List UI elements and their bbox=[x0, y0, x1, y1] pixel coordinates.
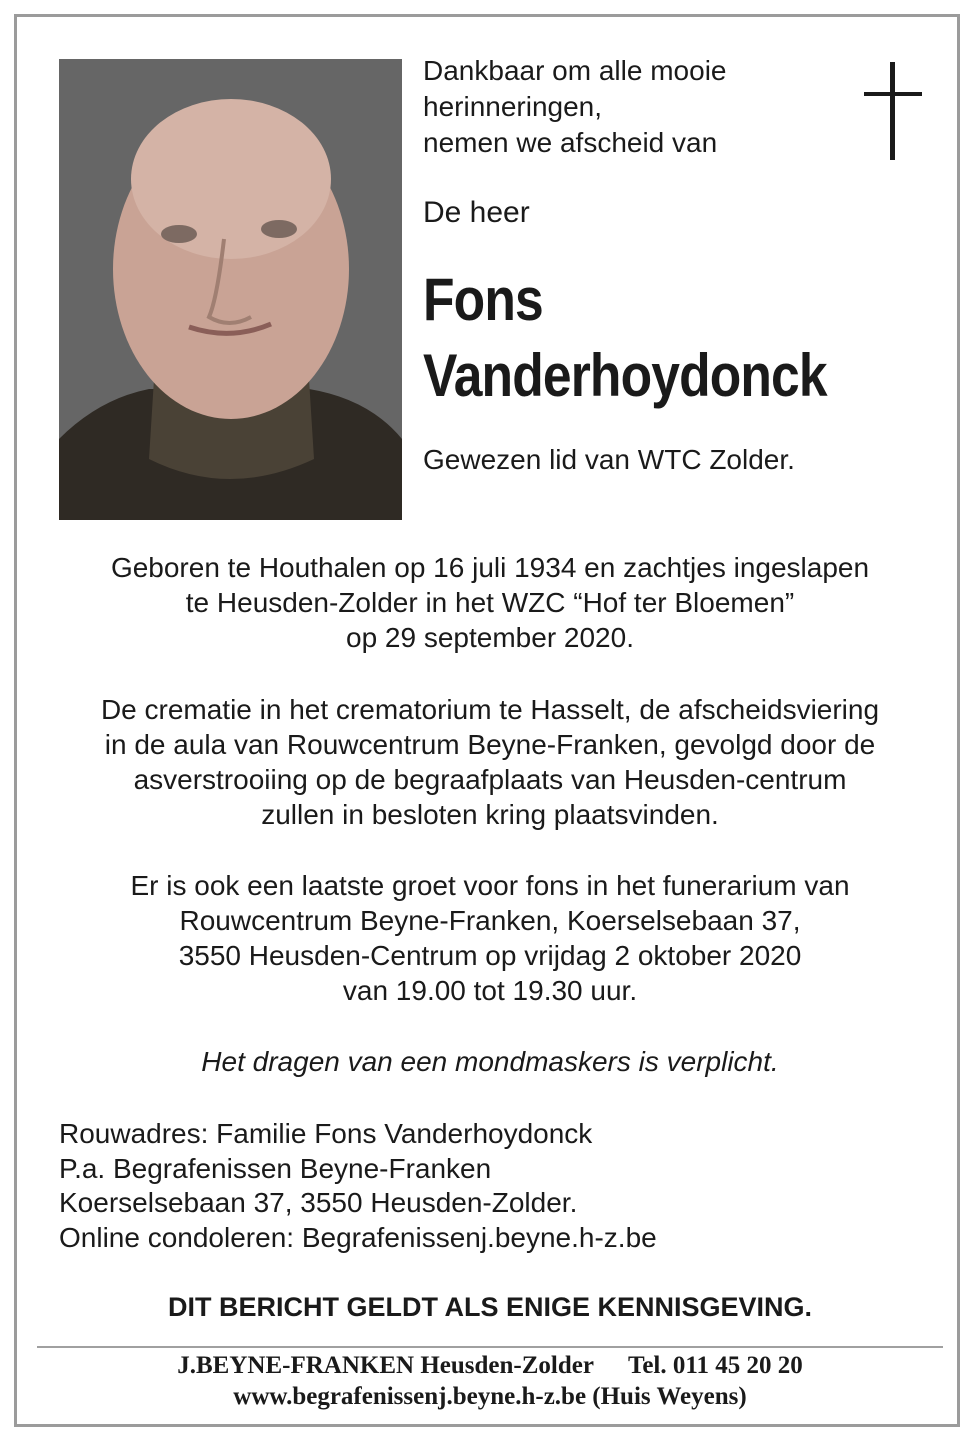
paragraph-line: De crematie in het crematorium te Hasselt, de afscheidsviering bbox=[100, 694, 880, 725]
mask-notice bbox=[40, 1044, 940, 1079]
mourning-address bbox=[59, 1117, 657, 1255]
portrait-illustration bbox=[59, 59, 402, 520]
intro-line: herinneringen, bbox=[423, 91, 603, 122]
portrait-photo bbox=[59, 59, 402, 520]
footer-phone: Tel. 011 45 20 20 bbox=[627, 1352, 803, 1379]
ceremony-paragraph bbox=[40, 692, 940, 832]
last-name: Vanderhoydonck bbox=[423, 342, 827, 409]
funeral-home-footer bbox=[40, 1350, 940, 1412]
intro-text bbox=[423, 53, 843, 161]
deceased-name bbox=[423, 262, 827, 414]
paragraph-line: van 19.00 tot 19.30 uur. bbox=[342, 975, 638, 1006]
footer-company: J.BEYNE-FRANKEN Heusden-Zolder bbox=[177, 1352, 594, 1379]
paragraph-line: Er is ook een laatste groet voor fons in het funerarium van bbox=[130, 870, 850, 901]
address-line: Koerselsebaan 37, 3550 Heusden-Zolder. bbox=[59, 1187, 578, 1218]
paragraph-line: te Heusden-Zolder in het WZC “Hof ter Bloemen” bbox=[185, 587, 795, 618]
address-line: P.a. Begrafenissen Beyne-Franken bbox=[59, 1152, 492, 1184]
salutation: De heer bbox=[423, 196, 530, 229]
official-notice: DIT BERICHT GELDT ALS ENIGE KENNISGEVING. bbox=[167, 1292, 813, 1322]
address-line: Rouwadres: Familie Fons Vanderhoydonck bbox=[59, 1118, 593, 1149]
intro-line: nemen we afscheid van bbox=[423, 127, 718, 158]
farewell-paragraph bbox=[40, 868, 940, 1008]
birth-death-paragraph bbox=[40, 550, 940, 655]
paragraph-line: asverstrooiing op de begraafplaats van Heusden-centrum bbox=[133, 764, 847, 795]
first-name: Fons bbox=[423, 266, 543, 333]
latin-cross-icon bbox=[864, 62, 922, 160]
intro-line: Dankbaar om alle mooie bbox=[423, 55, 727, 86]
mask-notice-text: Het dragen van een mondmaskers is verplicht. bbox=[201, 1046, 779, 1077]
paragraph-line: zullen in besloten kring plaatsvinden. bbox=[261, 799, 719, 830]
footer-website: www.begrafenissenj.beyne.h-z.be (Huis Weyens) bbox=[233, 1383, 747, 1410]
paragraph-line: 3550 Heusden-Centrum op vrijdag 2 oktober 2020 bbox=[178, 940, 802, 971]
footer-divider bbox=[37, 1346, 943, 1348]
paragraph-line: in de aula van Rouwcentrum Beyne-Franken, gevolgd door de bbox=[104, 729, 876, 760]
paragraph-line: Geboren te Houthalen op 16 juli 1934 en zachtjes ingeslapen bbox=[110, 552, 870, 583]
membership-note: Gewezen lid van WTC Zolder. bbox=[423, 444, 795, 475]
paragraph-line: Rouwcentrum Beyne-Franken, Koerselsebaan 37, bbox=[179, 905, 801, 936]
address-line: Online condoleren: Begrafenissenj.beyne.h-z.be bbox=[59, 1221, 657, 1253]
paragraph-line: op 29 september 2020. bbox=[346, 622, 634, 653]
